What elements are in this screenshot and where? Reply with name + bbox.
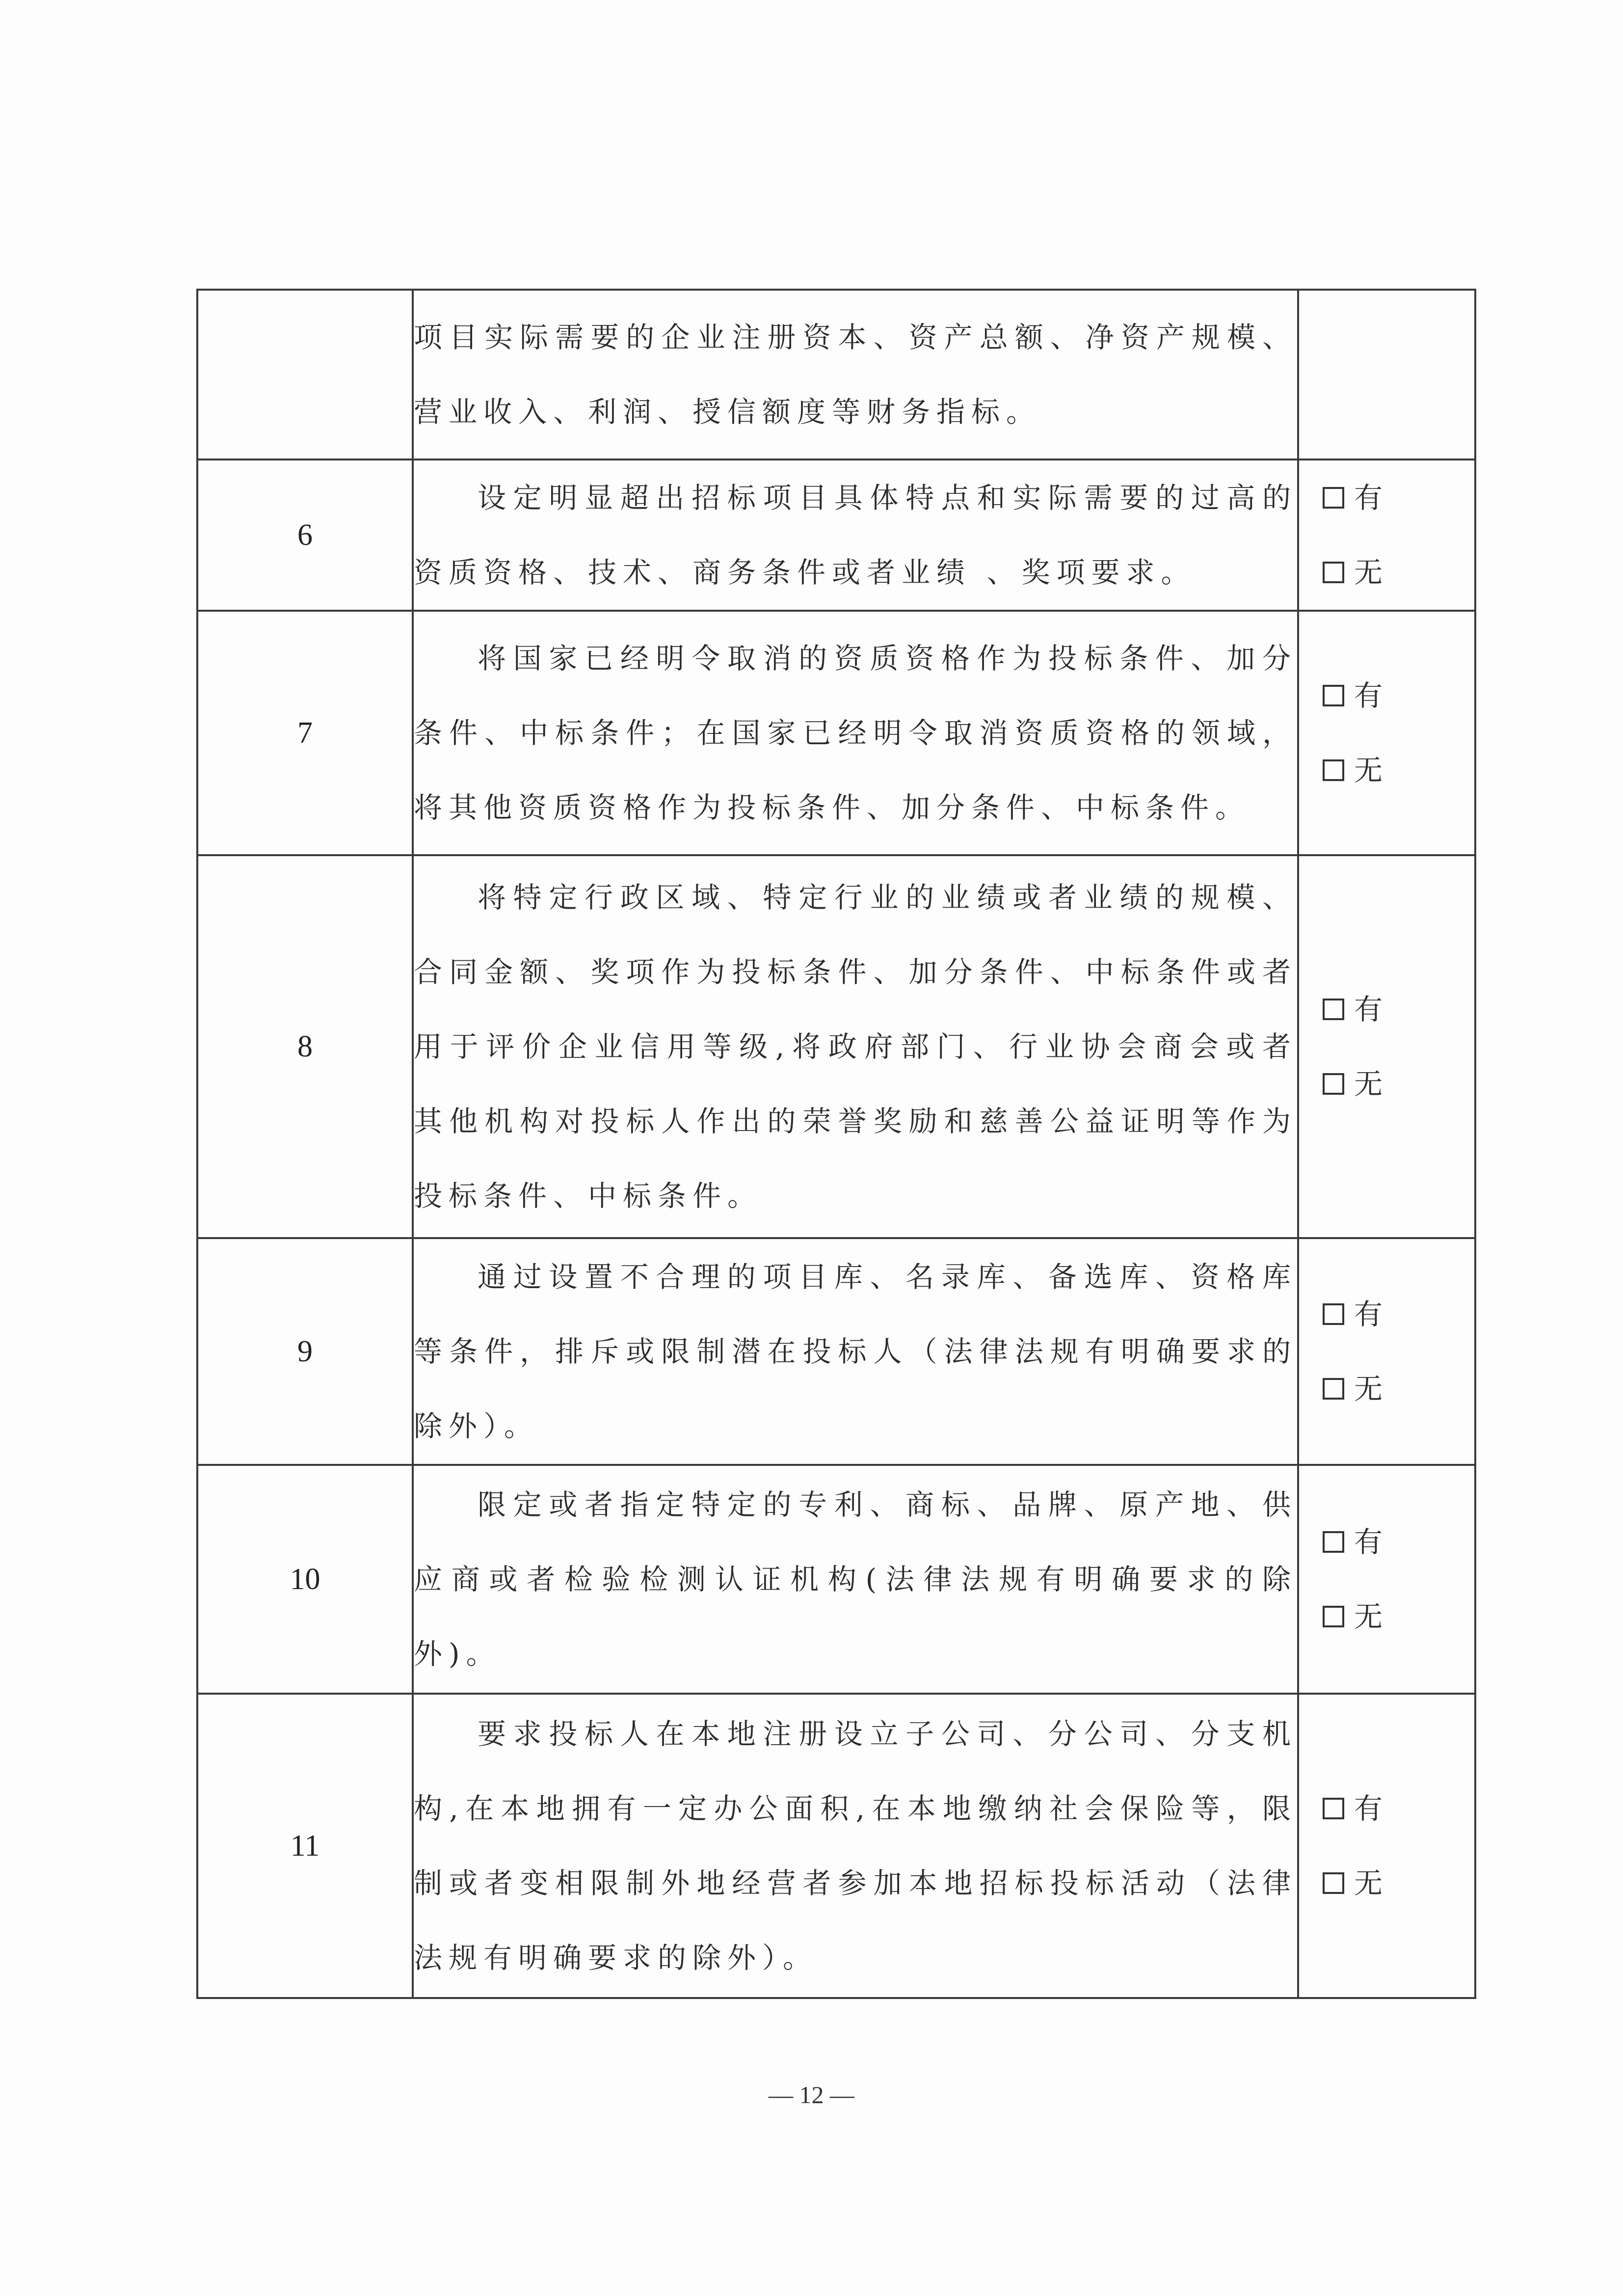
row-description: 通过设置不合理的项目库、名录库、备选库、资格库等条件，排斥或限制潜在投标人（法律法规有明确要求的除外）。 xyxy=(414,1260,1297,1443)
option-yes[interactable] xyxy=(1323,1277,1474,1351)
row-number: 10 xyxy=(197,1465,413,1694)
row-description-cell xyxy=(413,290,1298,459)
option-yes[interactable] xyxy=(1323,1771,1474,1846)
table-row-6 xyxy=(197,459,1475,611)
review-checklist-table xyxy=(196,289,1476,1999)
option-no[interactable] xyxy=(1323,1351,1474,1426)
option-no[interactable] xyxy=(1323,733,1474,808)
option-no-label: 无 xyxy=(1354,1600,1383,1633)
row-description: 项目实际需要的企业注册资本、资产总额、净资产规模、营业收入、利润、授信额度等财务指标。 xyxy=(414,321,1297,429)
checkbox-icon[interactable] xyxy=(1323,1606,1344,1627)
row-description: 将国家已经明令取消的资质资格作为投标条件、加分条件、中标条件；在国家已经明令取消资质资格的领域，将其他资质资格作为投标条件、加分条件、中标条件。 xyxy=(414,642,1297,824)
option-yes[interactable] xyxy=(1323,972,1474,1047)
checkbox-icon[interactable] xyxy=(1323,1378,1344,1400)
option-no[interactable] xyxy=(1323,1579,1474,1654)
row-number: 8 xyxy=(197,855,413,1238)
row-description: 设定明显超出招标项目具体特点和实际需要的过高的资质资格、技术、商务条件或者业绩 、奖项要求。 xyxy=(414,481,1297,589)
table-row-10 xyxy=(197,1465,1475,1694)
checkbox-icon[interactable] xyxy=(1323,562,1344,583)
row-options-cell xyxy=(1298,611,1475,855)
option-yes-label: 有 xyxy=(1354,481,1383,514)
checkbox-icon[interactable] xyxy=(1323,999,1344,1020)
checkbox-icon[interactable] xyxy=(1323,685,1344,706)
row-options-cell xyxy=(1298,1238,1475,1465)
option-yes-label: 有 xyxy=(1354,1525,1383,1559)
row-description: 限定或者指定特定的专利、商标、品牌、原产地、供应商或者检验检测认证机构(法律法规有明确要求的除外)。 xyxy=(414,1488,1297,1671)
row-number: 11 xyxy=(197,1694,413,1998)
option-no[interactable] xyxy=(1323,1846,1474,1920)
row-description-cell xyxy=(413,1694,1298,1998)
option-yes-label: 有 xyxy=(1354,1297,1383,1331)
table-row-8 xyxy=(197,855,1475,1238)
table-row-11 xyxy=(197,1694,1475,1998)
option-no[interactable] xyxy=(1323,1047,1474,1121)
checkbox-icon[interactable] xyxy=(1323,1073,1344,1095)
row-number: 9 xyxy=(197,1238,413,1465)
row-options-cell xyxy=(1298,1694,1475,1998)
row-description: 要求投标人在本地注册设立子公司、分公司、分支机构,在本地拥有一定办公面积,在本地缴纳社会保险等，限制或者变相限制外地经营者参加本地招标投标活动（法律法规有明确要求的除外）。 xyxy=(414,1717,1297,1974)
option-no[interactable] xyxy=(1323,535,1474,610)
option-no-label: 无 xyxy=(1354,556,1383,589)
option-yes[interactable] xyxy=(1323,1505,1474,1579)
option-yes-label: 有 xyxy=(1354,1792,1383,1825)
option-no-label: 无 xyxy=(1354,1067,1383,1101)
row-options-cell xyxy=(1298,459,1475,611)
option-no-label: 无 xyxy=(1354,1866,1383,1900)
row-options-cell xyxy=(1298,290,1475,459)
checkbox-icon[interactable] xyxy=(1323,1872,1344,1894)
table-row-continued xyxy=(197,290,1475,459)
row-description-cell xyxy=(413,1465,1298,1694)
checkbox-icon[interactable] xyxy=(1323,1303,1344,1325)
row-description: 将特定行政区域、特定行业的业绩或者业绩的规模、合同金额、奖项作为投标条件、加分条件、中标条件或者用于评价企业信用等级,将政府部门、行业协会商会或者其他机构对投标人作出的荣誉奖励和慈善公益证明等作为投标条件、中标条件。 xyxy=(414,881,1297,1213)
row-description-cell xyxy=(413,855,1298,1238)
option-yes-label: 有 xyxy=(1354,679,1383,712)
option-yes[interactable] xyxy=(1323,658,1474,733)
row-description-cell xyxy=(413,459,1298,611)
row-number: 6 xyxy=(197,459,413,611)
option-yes-label: 有 xyxy=(1354,993,1383,1026)
row-description-cell xyxy=(413,1238,1298,1465)
table-row-9 xyxy=(197,1238,1475,1465)
row-options-cell xyxy=(1298,855,1475,1238)
checkbox-icon[interactable] xyxy=(1323,1798,1344,1819)
checkbox-icon[interactable] xyxy=(1323,487,1344,509)
checkbox-icon[interactable] xyxy=(1323,1531,1344,1553)
option-no-label: 无 xyxy=(1354,1372,1383,1405)
row-options-cell xyxy=(1298,1465,1475,1694)
row-number: 7 xyxy=(197,611,413,855)
option-yes[interactable] xyxy=(1323,460,1474,535)
row-number-cell xyxy=(197,290,413,459)
table-row-7 xyxy=(197,611,1475,855)
checkbox-icon[interactable] xyxy=(1323,759,1344,781)
row-description-cell xyxy=(413,611,1298,855)
option-no-label: 无 xyxy=(1354,754,1383,787)
page-number: — 12 — xyxy=(769,2081,854,2108)
